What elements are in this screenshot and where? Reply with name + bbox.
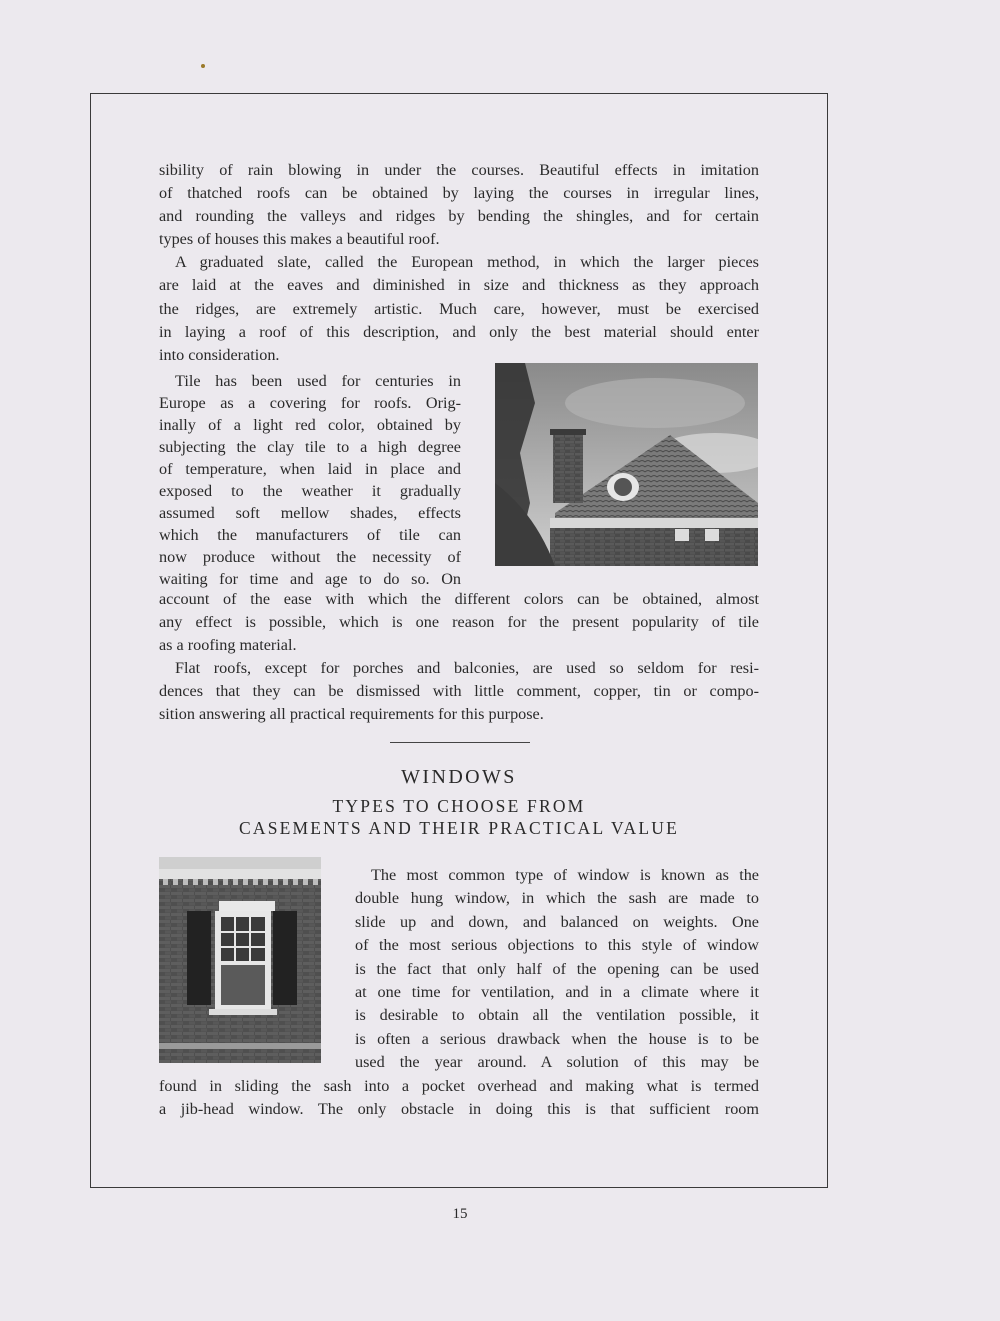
text-line: are laid at the eaves and diminished in size and thickness as they approach — [159, 276, 759, 295]
text-line: and rounding the valleys and ridges by bending the shingles, and for certain — [159, 207, 759, 226]
text-line: Flat roofs, except for porches and balconies, are used so seldom for resi- — [175, 659, 759, 678]
text-line: is desirable to obtain all the ventilation possible, it — [355, 1006, 759, 1025]
text-line: as a roofing material. — [159, 636, 297, 655]
text-line: Tile has been used for centuries in — [175, 372, 461, 390]
window-illustration — [159, 857, 321, 1063]
text-line: waiting for time and age to do so. On — [159, 570, 461, 588]
tile-roof-illustration — [495, 363, 758, 566]
text-line: of thatched roofs can be obtained by laying the courses in irregular lines, — [159, 184, 759, 203]
text-line: subjecting the clay tile to a high degree — [159, 438, 461, 456]
text-line: which the manufacturers of tile can — [159, 526, 461, 544]
text-line: into consideration. — [159, 345, 280, 364]
section-subtitle: TYPES TO CHOOSE FROM — [332, 796, 586, 816]
text-line: a jib-head window. The only obstacle in doing this is that sufficient room — [159, 1100, 759, 1119]
text-line: sition answering all practical requirements for this purpose. — [159, 705, 544, 724]
text-line: any effect is possible, which is one reason for the present popularity of tile — [159, 613, 759, 632]
text-line: exposed to the weather it gradually — [159, 482, 461, 500]
text-line: dences that they can be dismissed with little comment, copper, tin or compo- — [159, 682, 759, 701]
section-subtitle: CASEMENTS AND THEIR PRACTICAL VALUE — [239, 818, 679, 838]
text-line: now produce without the necessity of — [159, 548, 461, 566]
section-divider — [390, 742, 530, 743]
intro-paragraphs — [159, 159, 759, 367]
paragraph-windows-continued — [159, 1075, 759, 1122]
text-line: of temperature, when laid in place and — [159, 460, 461, 478]
text-line: double hung window, in which the sash are made to — [355, 889, 759, 908]
paragraph-slate — [159, 251, 759, 366]
text-line: at one time for ventilation, and in a climate where it — [355, 983, 759, 1002]
tile-roof-photo — [495, 363, 758, 566]
page-number: 15 — [452, 1206, 468, 1222]
section-title: WINDOWS — [401, 766, 517, 788]
text-line: is often a serious drawback when the house is to be — [355, 1029, 759, 1048]
text-line: used the year around. A solution of this may be — [355, 1053, 759, 1072]
text-line: assumed soft mellow shades, effects — [159, 504, 461, 522]
window-photo — [159, 857, 321, 1063]
paragraph-shingles — [159, 159, 759, 251]
text-line: Europe as a covering for roofs. Orig- — [159, 394, 461, 412]
text-line: inally of a light red color, obtained by — [159, 416, 461, 434]
text-line: A graduated slate, called the European method, in which the larger pieces — [175, 253, 759, 272]
text-line: in laying a roof of this description, and only the best material should enter — [159, 322, 759, 341]
text-line: slide up and down, and balanced on weights. One — [355, 912, 759, 931]
text-line: sibility of rain blowing in under the courses. Beautiful effects in imitation — [159, 161, 759, 179]
text-line: found in sliding the sash into a pocket overhead and making what is termed — [159, 1077, 759, 1095]
paragraph-tile-continued — [159, 588, 759, 727]
text-line: the ridges, are extremely artistic. Much care, however, must be exercised — [159, 299, 759, 318]
text-line: is the fact that only half of the opening can be used — [355, 959, 759, 978]
ink-speck — [201, 64, 205, 68]
paragraph-tile — [159, 370, 461, 590]
paragraph-windows — [355, 864, 759, 1075]
text-line: The most common type of window is known as the — [371, 866, 759, 884]
text-line: of the most serious objections to this style of window — [355, 936, 759, 955]
text-line: account of the ease with which the different colors can be obtained, almost — [159, 590, 759, 608]
text-line: types of houses this makes a beautiful roof. — [159, 230, 440, 249]
